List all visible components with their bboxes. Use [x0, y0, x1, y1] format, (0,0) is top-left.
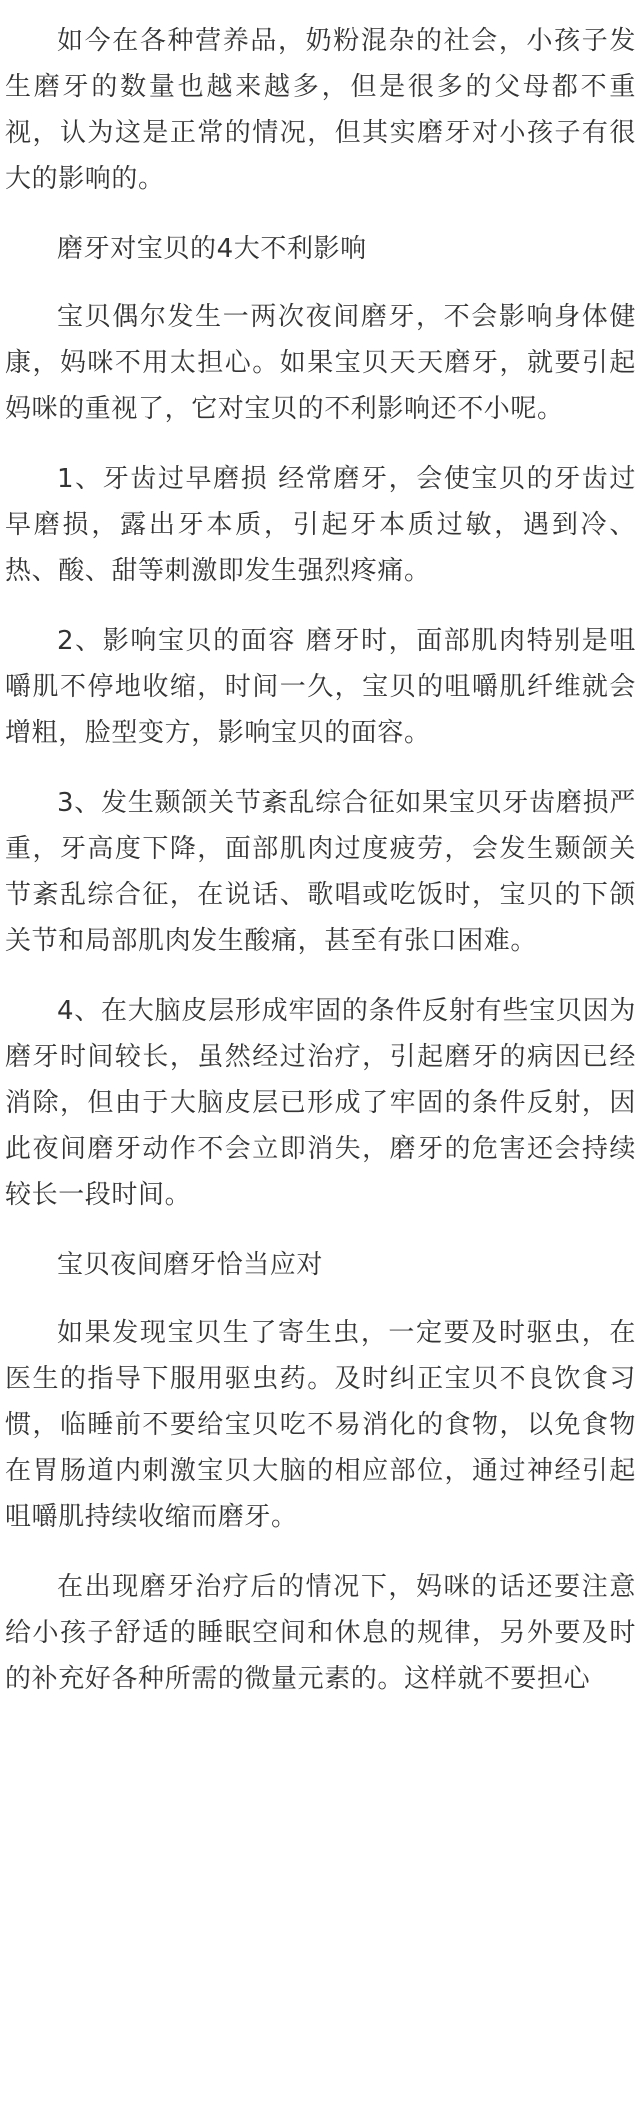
effect-item-2: 2、影响宝贝的面容 磨牙时，面部肌肉特别是咀嚼肌不停地收缩，时间一久，宝贝的咀嚼肌纤维就会增粗，脸型变方，影响宝贝的面容。 — [5, 626, 636, 748]
effect-item-4: 4、在大脑皮层形成牢固的条件反射有些宝贝因为磨牙时间较长，虽然经过治疗，引起磨牙的病因已经消除，但由于大脑皮层已形成了牢固的条件反射，因此夜间磨牙动作不会立即消失，磨牙的危害还会持续较长一段时间。 — [5, 996, 636, 1210]
section-heading-effects: 磨牙对宝贝的4大不利影响 — [57, 234, 367, 264]
effect-item-3: 3、发生颞颌关节紊乱综合征如果宝贝牙齿磨损严重，牙高度下降，面部肌肉过度疲劳，会发生颞颌关节紊乱综合征，在说话、歌唱或吃饭时，宝贝的下颌关节和局部肌肉发生酸痛，甚至有张口困难。 — [5, 788, 636, 956]
response-paragraph-1: 如果发现宝贝生了寄生虫，一定要及时驱虫，在医生的指导下服用驱虫药。及时纠正宝贝不良饮食习惯，临睡前不要给宝贝吃不易消化的食物，以免食物在胃肠道内刺激宝贝大脑的相应部位，通过神经引起咀嚼肌持续收缩而磨牙。 — [5, 1318, 636, 1532]
intro-paragraph: 如今在各种营养品，奶粉混杂的社会，小孩子发生磨牙的数量也越来越多，但是很多的父母都不重视，认为这是正常的情况，但其实磨牙对小孩子有很大的影响的。 — [5, 26, 636, 194]
effect-item-1: 1、牙齿过早磨损 经常磨牙，会使宝贝的牙齿过早磨损，露出牙本质，引起牙本质过敏，遇到冷、热、酸、甜等刺激即发生强烈疼痛。 — [5, 464, 636, 586]
effects-overview-paragraph: 宝贝偶尔发生一两次夜间磨牙，不会影响身体健康，妈咪不用太担心。如果宝贝天天磨牙，就要引起妈咪的重视了，它对宝贝的不利影响还不小呢。 — [5, 302, 636, 424]
response-paragraph-2: 在出现磨牙治疗后的情况下，妈咪的话还要注意给小孩子舒适的睡眠空间和休息的规律，另外要及时的补充好各种所需的微量元素的。这样就不要担心 — [5, 1572, 636, 1694]
section-heading-response: 宝贝夜间磨牙恰当应对 — [57, 1250, 324, 1280]
